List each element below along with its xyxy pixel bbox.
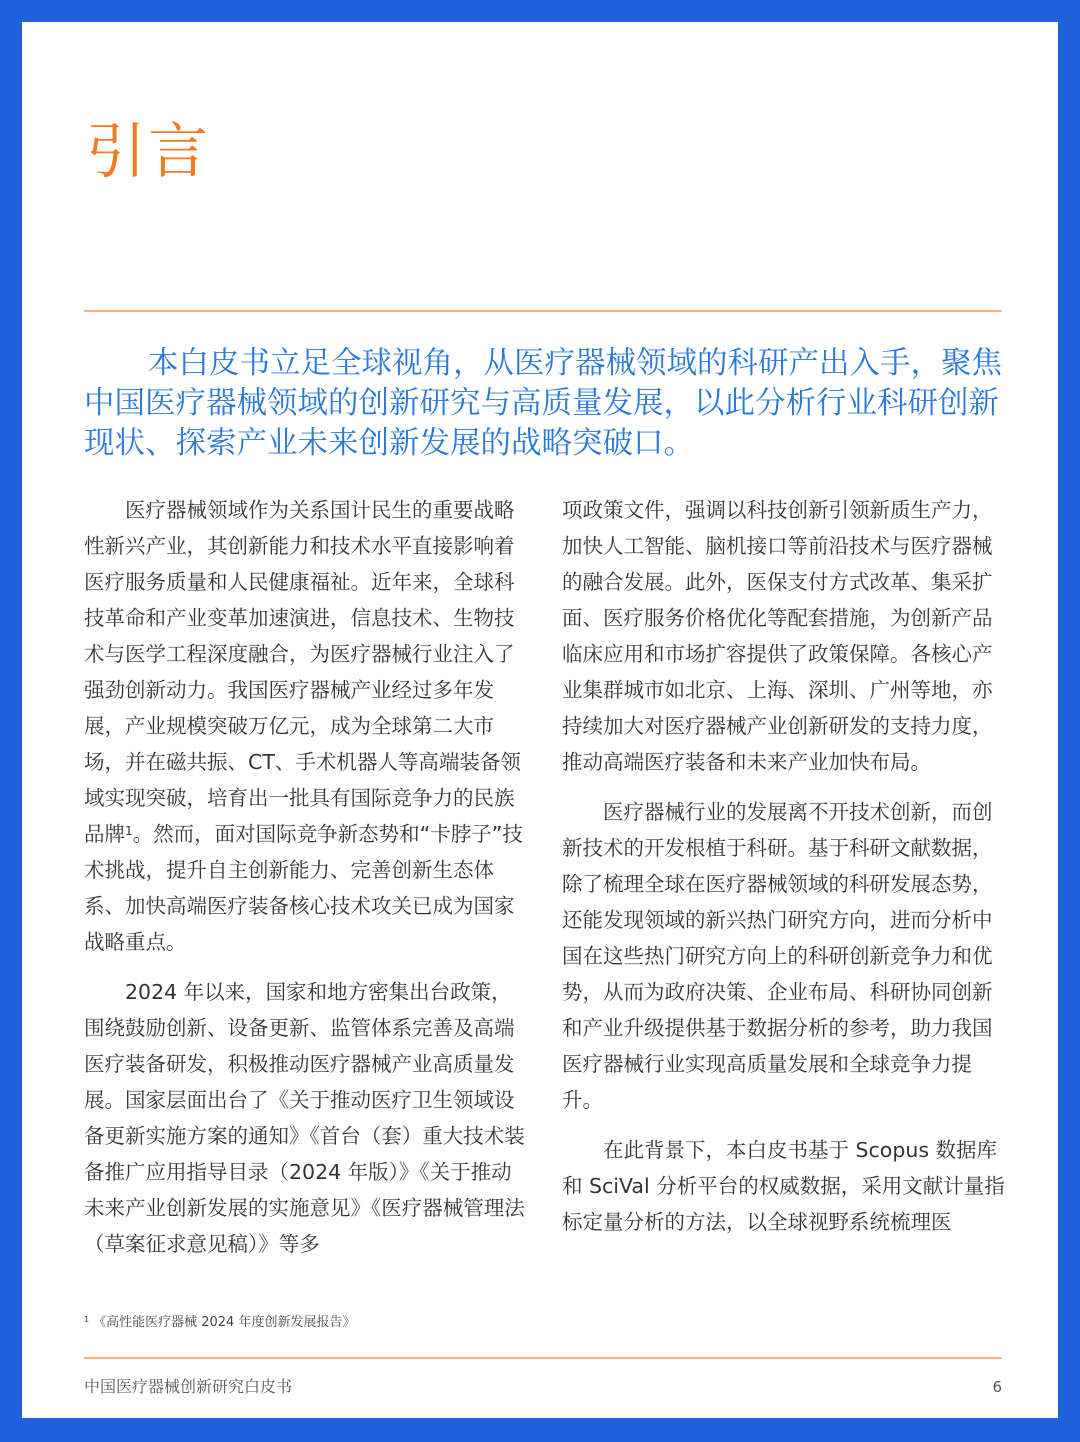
body-paragraph-2-continued: 项政策文件，强调以科技创新引领新质生产力，加快人工智能、脑机接口等前沿技术与医疗器械的融合发展。此外，医保支付方式改革、集采扩面、医疗服务价格优化等配套措施，为创新产品临床应用和市场扩容提供了政策保障。各核心产业集群城市如北京、上海、深圳、广州等地，亦持续加大对医疗器械产业创新研发的支持力度，推动高端医疗装备和未来产业加快布局。 [562, 498, 993, 774]
body-paragraph-4: 在此背景下，本白皮书基于 Scopus 数据库和 SciVal 分析平台的权威数据，采用文献计量指标定量分析的方法，以全球视野系统梳理医 [562, 1138, 1005, 1234]
body-paragraph-1-part-b: 。然而，面对国际竞争新态势和“卡脖子”技术挑战，提升自主创新能力、完善创新生态体系、加快高端医疗装备核心技术攻关已成为国家战略重点。 [84, 822, 523, 954]
footnote [84, 1310, 355, 1333]
document-page [22, 22, 1058, 1418]
title-divider [84, 310, 1002, 312]
footnote-marker: 1 [84, 1315, 90, 1324]
footnote-text: 《高性能医疗器械 2024 年度创新发展报告》 [93, 1315, 356, 1330]
page-number: 6 [992, 1378, 1002, 1396]
body-paragraph-1 [84, 492, 526, 960]
footer-document-title: 中国医疗器械创新研究白皮书 [84, 1377, 293, 1396]
lead-paragraph: 本白皮书立足全球视角，从医疗器械领域的科研产出入手，聚焦中国医疗器械领域的创新研究与高质量发展，以此分析行业科研创新现状、探索产业未来创新发展的战略突破口。 [84, 346, 1003, 461]
body-paragraph-2: 2024 年以来，国家和地方密集出台政策，围绕鼓励创新、设备更新、监管体系完善及高端医疗装备研发，积极推动医疗器械产业高质量发展。国家层面出台了《关于推动医疗卫生领域设备更新实施方案的通知》《首台（套）重大技术装备推广应用指导目录（2024 年版）》《关于推动未来产业创新发展的实施意见》《医疗器械管理法（草案征求意见稿）》等多 [84, 980, 525, 1256]
right-column [562, 492, 1008, 1254]
left-column [84, 492, 526, 1276]
footnote-reference[interactable]: 1 [125, 824, 133, 838]
body-paragraph-1-part-a: 医疗器械领域作为关系国计民生的重要战略性新兴产业，其创新能力和技术水平直接影响着医疗服务质量和人民健康福祉。近年来，全球科技革命和产业变革加速演进，信息技术、生物技术与医学工程深度融合，为医疗器械行业注入了强劲创新动力。我国医疗器械产业经过多年发展，产业规模突破万亿元，成为全球第二大市场，并在磁共振、CT、手术机器人等高端装备领域实现突破，培育出一批具有国际竞争力的民族品牌 [84, 498, 521, 846]
body-paragraph-3: 医疗器械行业的发展离不开技术创新，而创新技术的开发根植于科研。基于科研文献数据，除了梳理全球在医疗器械领域的科研发展态势，还能发现领域的新兴热门研究方向，进而分析中国在这些热门研究方向上的科研创新竞争力和优势，从而为政府决策、企业布局、科研协同创新和产业升级提供基于数据分析的参考，助力我国医疗器械行业实现高质量发展和全球竞争力提升。 [562, 800, 993, 1112]
page-title: 引言 [86, 117, 210, 187]
footer-divider [84, 1357, 1002, 1359]
